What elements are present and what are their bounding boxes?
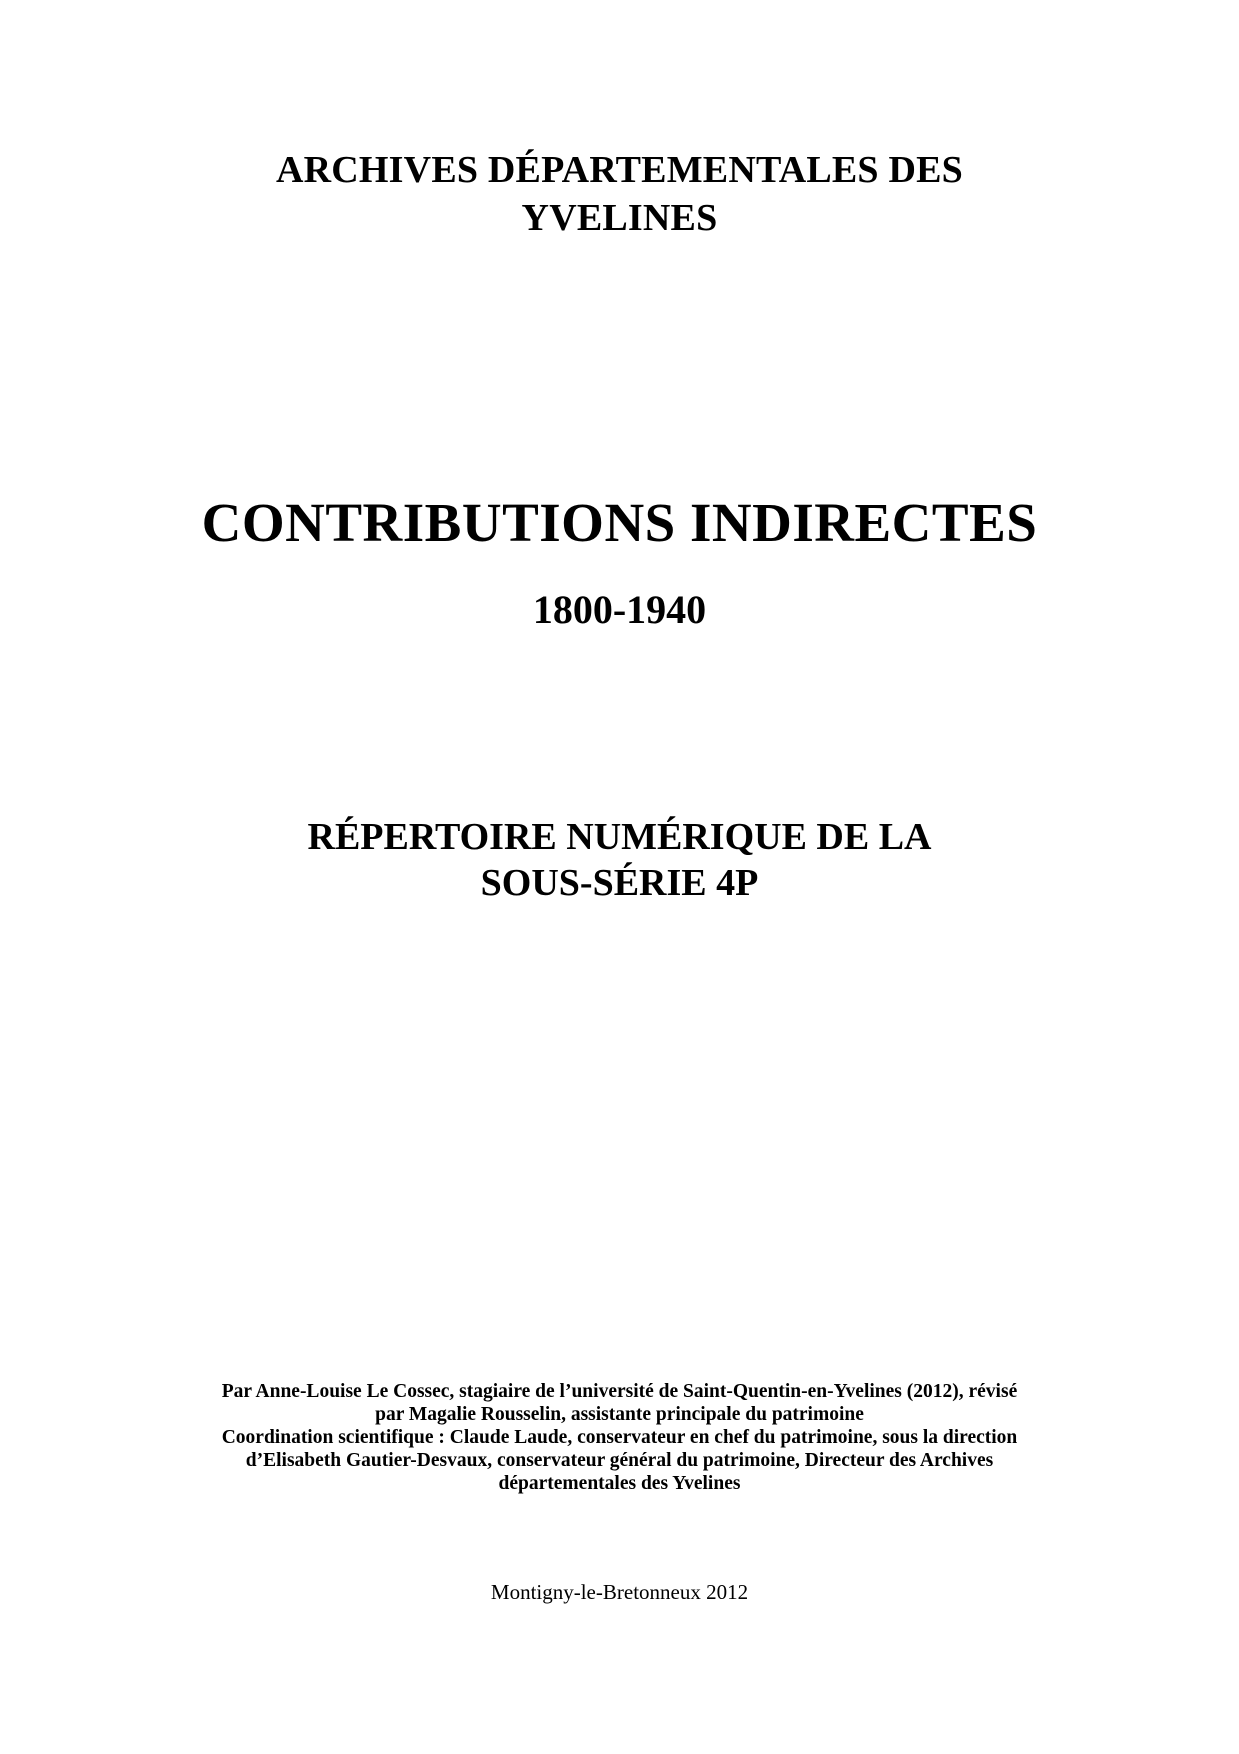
- credits-line: départementales des Yvelines: [498, 1473, 741, 1494]
- subtitle-line-1: RÉPERTOIRE NUMÉRIQUE DE LA: [307, 816, 932, 858]
- credits-line: d’Elisabeth Gautier-Desvaux, conservateur général du patrimoine, Directeur des Archives: [245, 1450, 994, 1471]
- date-range: 1800-1940: [532, 587, 707, 632]
- subtitle-line-2: SOUS-SÉRIE 4P: [480, 862, 759, 904]
- credits-line: par Magalie Rousselin, assistante principale du patrimoine: [375, 1404, 864, 1425]
- document-subtitle: [0, 814, 1239, 906]
- credits-line: Coordination scientifique : Claude Laude, conservateur en chef du patrimoine, sous la direction: [221, 1427, 1018, 1448]
- place-and-date: Montigny-le-Bretonneux 2012: [490, 1580, 749, 1604]
- credits-line: Par Anne-Louise Le Cossec, stagiaire de l’université de Saint-Quentin-en-Yvelines (2012), révisé: [221, 1381, 1018, 1402]
- institution-heading: [0, 146, 1239, 242]
- institution-line-2: YVELINES: [521, 197, 718, 239]
- credits-block: [0, 1380, 1239, 1495]
- institution-line-1: ARCHIVES DÉPARTEMENTALES DES: [276, 149, 963, 191]
- document-title: CONTRIBUTIONS INDIRECTES: [201, 492, 1038, 553]
